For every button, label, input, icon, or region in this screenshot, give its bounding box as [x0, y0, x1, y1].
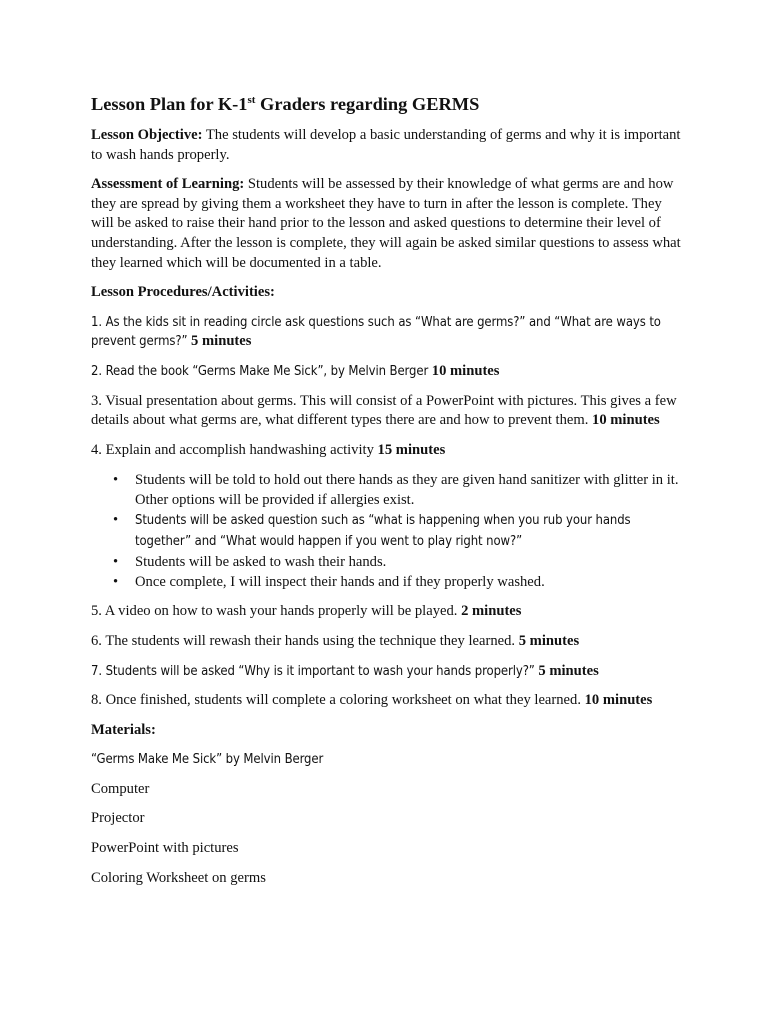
material-item: PowerPoint with pictures — [91, 840, 239, 857]
title-text-end: Graders regarding GERMS — [255, 94, 480, 114]
list-item: • Students will be told to hold out there hands as they are given hand sanitizer with glitter in it. Other options will be provided if allergies exist. — [135, 470, 681, 510]
title-superscript: st — [247, 93, 256, 106]
handwashing-bullet-list — [91, 470, 681, 592]
step-duration: 10 minutes — [592, 412, 660, 429]
page-title — [91, 92, 681, 116]
material-item — [91, 750, 681, 770]
step-text: 4. Explain and accomplish handwashing activity — [91, 441, 378, 458]
objective-paragraph — [91, 126, 681, 165]
list-item — [135, 510, 681, 552]
step-duration: 15 minutes — [377, 441, 446, 458]
step-1 — [91, 313, 681, 352]
document-body — [91, 92, 681, 898]
step-text: 1. As the kids sit in reading circle ask questions such as “What are germs?” and “What are ways to prevent germs?” — [91, 314, 661, 350]
materials-heading: Materials: — [91, 721, 156, 738]
step-duration: 2 minutes — [461, 603, 522, 620]
objective-text: The students will develop a basic understanding of germs and why it is important to wash hands properly. — [91, 127, 681, 163]
objective-label: Lesson Objective: — [91, 127, 203, 143]
step-duration: 5 minutes — [191, 333, 252, 350]
step-6 — [91, 632, 681, 652]
step-duration: 10 minutes — [431, 362, 500, 379]
title-text: Lesson Plan for K-1 — [91, 94, 248, 114]
step-text: 8. Once finished, students will complete a coloring worksheet on what they learned. — [91, 692, 585, 709]
material-text: “Germs Make Me Sick” by Melvin Berger — [91, 752, 324, 768]
step-duration: 5 minutes — [538, 662, 599, 679]
material-item: Computer — [91, 780, 150, 797]
step-text: 7. Students will be asked “Why is it important to wash your hands properly?” — [91, 663, 539, 679]
step-text: 2. Read the book “Germs Make Me Sick”, by Melvin Berger — [91, 363, 432, 379]
step-duration: 5 minutes — [518, 632, 580, 649]
assessment-label: Assessment of Learning: — [91, 176, 245, 193]
material-item: Coloring Worksheet on germs — [91, 869, 266, 886]
step-text: 3. Visual presentation about germs. This will consist of a PowerPoint with pictures. This gives a few details about what germs are, what different types there are and how to prevent them. — [91, 392, 677, 429]
step-2 — [91, 362, 681, 382]
step-5 — [91, 602, 681, 622]
step-4 — [91, 441, 681, 461]
step-8 — [91, 691, 681, 711]
step-7 — [91, 662, 681, 682]
assessment-text: Students will be assessed by their knowledge of what germs are and how they are spread by giving them a worksheet they have to turn in after the lesson is complete. They will be asked to raise their hand prior to the lesson and asked questions to determine their level of understanding. After the lesson is complete, they will again be asked similar questions to assess what they learned which will be documented in a table. — [91, 176, 681, 271]
material-item: Projector — [91, 810, 145, 827]
list-item-text: Students will be asked question such as “what is happening when you rub your hands together” and “What would happen if you went to play right now?” — [135, 513, 631, 550]
list-item: • Students will be asked to wash their hands. — [135, 552, 681, 572]
step-text: 5. A video on how to wash your hands properly will be played. — [91, 603, 462, 620]
step-3 — [91, 392, 681, 431]
step-duration: 10 minutes — [584, 692, 653, 709]
assessment-paragraph — [91, 175, 681, 273]
procedures-heading: Lesson Procedures/Activities: — [91, 284, 275, 301]
list-item: • Once complete, I will inspect their hands and if they properly washed. — [135, 572, 681, 592]
step-text: 6. The students will rewash their hands using the technique they learned. — [91, 632, 519, 649]
